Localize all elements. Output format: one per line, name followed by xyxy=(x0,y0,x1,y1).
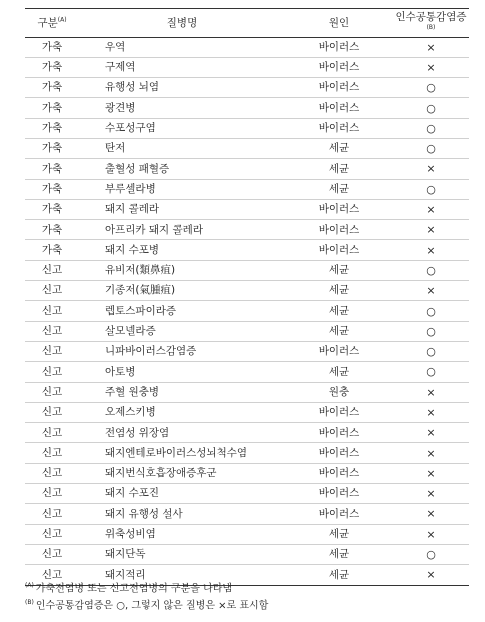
cell-cause: 바이러스 xyxy=(285,341,393,361)
cell-disease: 유행성 뇌염 xyxy=(79,78,285,98)
cell-disease: 기종저(氣腫疽) xyxy=(79,281,285,301)
cell-disease: 아프리카 돼지 콜레라 xyxy=(79,220,285,240)
cell-class: 가축 xyxy=(25,37,79,57)
table-row xyxy=(25,484,469,504)
cell-cause: 세균 xyxy=(285,179,393,199)
cell-disease: 우역 xyxy=(79,37,285,57)
table-row xyxy=(25,382,469,402)
cell-zoonosis: × xyxy=(393,504,469,524)
table-row xyxy=(25,98,469,118)
cell-cause: 세균 xyxy=(285,524,393,544)
cell-class: 신고 xyxy=(25,565,79,585)
cell-disease: 돼지 유행성 설사 xyxy=(79,504,285,524)
footnote-a-text: 가축전염병 또는 신고전염병의 구분을 나타냄 xyxy=(35,583,233,595)
cell-cause: 바이러스 xyxy=(285,57,393,77)
cell-cause: 세균 xyxy=(285,281,393,301)
cell-zoonosis: ○ xyxy=(393,341,469,361)
cell-zoonosis: ○ xyxy=(393,544,469,564)
cell-zoonosis: × xyxy=(393,37,469,57)
header-class-mark: (A) xyxy=(57,16,67,24)
cell-class: 신고 xyxy=(25,423,79,443)
cell-cause: 세균 xyxy=(285,138,393,158)
cell-zoonosis: ○ xyxy=(393,78,469,98)
cell-zoonosis: × xyxy=(393,57,469,77)
cell-class: 가축 xyxy=(25,57,79,77)
table-row xyxy=(25,524,469,544)
table-row xyxy=(25,301,469,321)
cell-zoonosis: × xyxy=(393,423,469,443)
cell-disease: 전염성 위장염 xyxy=(79,423,285,443)
cell-class: 가축 xyxy=(25,159,79,179)
cell-class: 가축 xyxy=(25,179,79,199)
cell-zoonosis: × xyxy=(393,402,469,422)
table-row xyxy=(25,362,469,382)
cell-cause: 바이러스 xyxy=(285,220,393,240)
cell-cause: 바이러스 xyxy=(285,463,393,483)
cell-zoonosis: ○ xyxy=(393,138,469,158)
cell-class: 신고 xyxy=(25,341,79,361)
header-zoonosis xyxy=(393,9,469,38)
footnote-b xyxy=(25,596,268,613)
cell-disease: 수포성구염 xyxy=(79,118,285,138)
table-row xyxy=(25,78,469,98)
table-header xyxy=(25,9,469,38)
cell-cause: 바이러스 xyxy=(285,443,393,463)
cell-disease: 니파바이러스감염증 xyxy=(79,341,285,361)
header-row xyxy=(25,9,469,38)
table-row xyxy=(25,260,469,280)
header-zoonosis-mark: (B) xyxy=(426,24,436,31)
cell-class: 신고 xyxy=(25,301,79,321)
cell-cause: 세균 xyxy=(285,565,393,585)
cell-cause: 바이러스 xyxy=(285,98,393,118)
cell-cause: 원충 xyxy=(285,382,393,402)
header-zoonosis-label: 인수공통감염증 xyxy=(395,11,467,23)
cell-disease: 오제스키병 xyxy=(79,402,285,422)
table-row xyxy=(25,199,469,219)
header-cause: 원인 xyxy=(285,9,393,38)
cell-cause: 세균 xyxy=(285,544,393,564)
cell-disease: 돼지단독 xyxy=(79,544,285,564)
cell-disease: 출혈성 패혈증 xyxy=(79,159,285,179)
cell-cause: 세균 xyxy=(285,362,393,382)
cell-class: 가축 xyxy=(25,78,79,98)
table-row xyxy=(25,281,469,301)
cell-class: 신고 xyxy=(25,504,79,524)
cell-class: 가축 xyxy=(25,138,79,158)
cell-zoonosis: ○ xyxy=(393,362,469,382)
table-row xyxy=(25,159,469,179)
footnote-a xyxy=(25,579,268,596)
cell-class: 신고 xyxy=(25,484,79,504)
cell-class: 신고 xyxy=(25,362,79,382)
cell-zoonosis: ○ xyxy=(393,98,469,118)
table-row xyxy=(25,504,469,524)
cell-class: 신고 xyxy=(25,443,79,463)
table-body xyxy=(25,37,469,585)
cell-cause: 세균 xyxy=(285,301,393,321)
cell-zoonosis: ○ xyxy=(393,179,469,199)
cell-cause: 바이러스 xyxy=(285,78,393,98)
cell-cause: 세균 xyxy=(285,321,393,341)
footnote-a-mark: (A) xyxy=(25,582,34,589)
footnotes xyxy=(25,579,268,614)
header-disease: 질병명 xyxy=(79,9,285,38)
disease-table xyxy=(25,8,469,586)
cell-cause: 바이러스 xyxy=(285,402,393,422)
table-row xyxy=(25,402,469,422)
cell-disease: 돼지번식호흡장애증후군 xyxy=(79,463,285,483)
cell-disease: 부루셀라병 xyxy=(79,179,285,199)
cell-cause: 바이러스 xyxy=(285,504,393,524)
cell-zoonosis: × xyxy=(393,443,469,463)
cell-zoonosis: × xyxy=(393,463,469,483)
cell-disease: 살모넬라증 xyxy=(79,321,285,341)
cell-class: 신고 xyxy=(25,281,79,301)
cell-zoonosis: ○ xyxy=(393,118,469,138)
cell-disease: 유비저(類鼻疽) xyxy=(79,260,285,280)
cell-zoonosis: × xyxy=(393,220,469,240)
cell-disease: 돼지엔테로바이러스성뇌척수염 xyxy=(79,443,285,463)
disease-table-container xyxy=(25,8,469,586)
cell-class: 신고 xyxy=(25,382,79,402)
cell-class: 신고 xyxy=(25,544,79,564)
table-row xyxy=(25,220,469,240)
cell-zoonosis: × xyxy=(393,240,469,260)
cell-cause: 바이러스 xyxy=(285,240,393,260)
cell-disease: 돼지 콜레라 xyxy=(79,199,285,219)
footnote-b-mark: (B) xyxy=(25,599,34,607)
cell-disease: 돼지 수포진 xyxy=(79,484,285,504)
cell-zoonosis: × xyxy=(393,484,469,504)
cell-zoonosis: × xyxy=(393,524,469,544)
cell-cause: 바이러스 xyxy=(285,199,393,219)
cell-disease: 돼지적리 xyxy=(79,565,285,585)
header-class xyxy=(25,9,79,38)
table-row xyxy=(25,138,469,158)
table-row xyxy=(25,57,469,77)
table-row xyxy=(25,240,469,260)
cell-class: 가축 xyxy=(25,240,79,260)
table-row xyxy=(25,341,469,361)
cell-class: 신고 xyxy=(25,463,79,483)
cell-cause: 세균 xyxy=(285,260,393,280)
cell-cause: 바이러스 xyxy=(285,423,393,443)
cell-disease: 광견병 xyxy=(79,98,285,118)
cell-class: 신고 xyxy=(25,260,79,280)
cell-disease: 위축성비염 xyxy=(79,524,285,544)
cell-class: 가축 xyxy=(25,220,79,240)
table-row xyxy=(25,544,469,564)
cell-cause: 바이러스 xyxy=(285,37,393,57)
table-row xyxy=(25,443,469,463)
cell-zoonosis: × xyxy=(393,382,469,402)
cell-zoonosis: × xyxy=(393,281,469,301)
table-row xyxy=(25,463,469,483)
cell-zoonosis: ○ xyxy=(393,321,469,341)
cell-cause: 바이러스 xyxy=(285,118,393,138)
table-row xyxy=(25,37,469,57)
cell-class: 신고 xyxy=(25,321,79,341)
cell-cause: 바이러스 xyxy=(285,484,393,504)
table-row xyxy=(25,321,469,341)
cell-disease: 아토병 xyxy=(79,362,285,382)
cell-class: 신고 xyxy=(25,524,79,544)
cell-disease: 돼지 수포병 xyxy=(79,240,285,260)
table-row xyxy=(25,179,469,199)
cell-zoonosis: ○ xyxy=(393,260,469,280)
cell-zoonosis: × xyxy=(393,199,469,219)
cell-class: 가축 xyxy=(25,199,79,219)
cell-disease: 렙토스파이라증 xyxy=(79,301,285,321)
table-row xyxy=(25,118,469,138)
cell-disease: 주혈 원충병 xyxy=(79,382,285,402)
cell-disease: 구제역 xyxy=(79,57,285,77)
cell-disease: 탄저 xyxy=(79,138,285,158)
cell-zoonosis: × xyxy=(393,565,469,585)
cell-zoonosis: ○ xyxy=(393,301,469,321)
cell-class: 가축 xyxy=(25,98,79,118)
footnote-b-text: 인수공통감염증은 ○, 그렇지 않은 질병은 ×로 표시함 xyxy=(35,600,269,612)
cell-class: 가축 xyxy=(25,118,79,138)
cell-cause: 세균 xyxy=(285,159,393,179)
table-row xyxy=(25,423,469,443)
cell-class: 신고 xyxy=(25,402,79,422)
cell-zoonosis: × xyxy=(393,159,469,179)
header-class-label: 구분 xyxy=(37,17,58,30)
